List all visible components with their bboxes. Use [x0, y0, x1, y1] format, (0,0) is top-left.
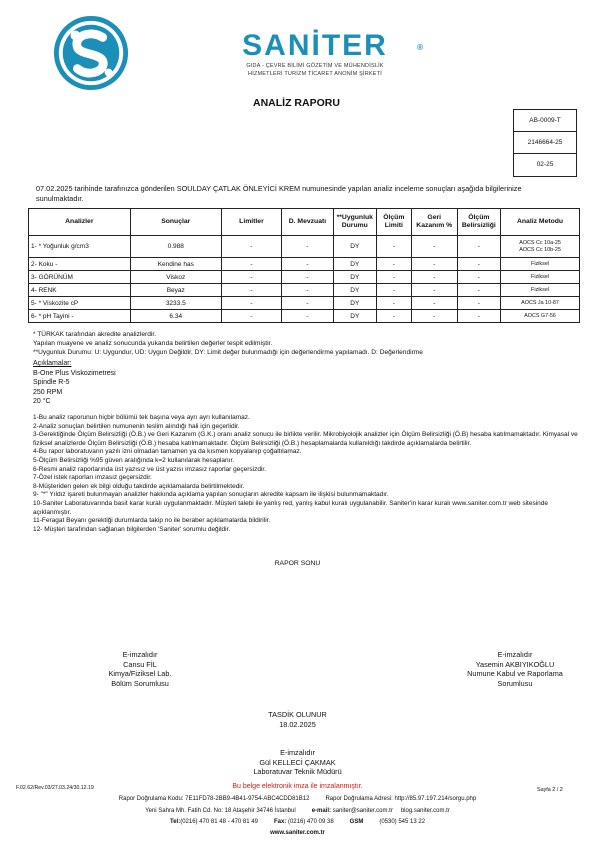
explanation-line: 250 RPM [33, 388, 63, 396]
col-header: Sonuçlar [130, 209, 221, 236]
cell-regulation: - [282, 236, 334, 258]
rule-item: 6-Resmi analiz raporlarında üst yazısız ve üst yazısı imzasız raporlar geçersizdir. [33, 465, 267, 473]
approval-date: 18.02.2025 [279, 719, 316, 729]
cell-method [501, 236, 580, 258]
brand-line-1: GIDA - ÇEVRE BİLİMİ GÖZETİM VE MÜHENDİSLİK [246, 63, 384, 69]
cell-result: Viskoz [130, 271, 221, 284]
explanation-line: Spindle R-5 [33, 379, 70, 386]
method-line: AOCS Cc 10b-25 [519, 246, 561, 253]
brand-name: SANİTER ® [242, 29, 423, 62]
cell-analysis: 6- * pH Tayini - [29, 310, 131, 323]
col-header: Geri Kazanım % [411, 209, 457, 236]
address-line [0, 808, 595, 814]
sig-name: Cansu FİL [123, 659, 157, 669]
signature-right [430, 650, 595, 688]
cell-conformity: DY [333, 297, 376, 310]
verification-line [0, 796, 595, 802]
brand-line-2: HİZMETLERİ TURİZM TİCARET ANONİM ŞİRKETİ [248, 71, 382, 77]
reference-box [513, 109, 577, 177]
cell-result: Beyaz [130, 284, 221, 297]
explanations [33, 359, 116, 407]
cell-result: Kendine has [130, 258, 221, 271]
cell-regulation: - [282, 284, 334, 297]
report-rules [33, 414, 578, 534]
sig-status: E-imzalıdır [122, 650, 158, 659]
cell-measurement-limit: - [376, 284, 411, 297]
rule-item: 11-Feragat Beyanı gerektiği durumlarda takip no ile beraber açıklamalarda bildirilir. [33, 517, 271, 525]
tel-number: (0216) 470 81 48 - 470 81 49 [180, 819, 258, 825]
cell-uncertainty: - [457, 271, 501, 284]
rule-item: 1-Bu analiz raporunun hiçbir bölümü tek başına veya ayrı ayrı kullanılamaz. [33, 414, 250, 421]
col-header: D. Mevzuatı [282, 209, 334, 236]
cell-measurement-limit: - [376, 258, 411, 271]
cell-measurement-limit: - [376, 271, 411, 284]
email-label: e-mail: [311, 808, 332, 814]
cell-recovery: - [411, 236, 457, 258]
note-line: Yapılan muayene ve analiz sonucunda yukarıda belirtilen değerler tespit edilmiştir. [33, 340, 273, 347]
cell-method: Fiziksel [501, 284, 580, 297]
sig-role: Sorumlusu [497, 678, 533, 688]
blog-link[interactable]: blog.saniter.com.tr [400, 808, 450, 814]
cell-recovery: - [411, 297, 457, 310]
signature-left [60, 650, 220, 688]
method-line: AOCS Cc 10a-25 [519, 239, 561, 246]
cell-limit: - [221, 297, 281, 310]
e-signature-notice: Bu belge elektronik imza ile imzalanmıştır. [232, 783, 363, 790]
cell-result: 6.34 [130, 310, 221, 323]
table-row [29, 310, 580, 323]
cell-analysis: 3- GÖRÜNÜM [29, 271, 131, 284]
col-header: **Uygunluk Durumu [333, 209, 376, 236]
cell-regulation: - [282, 297, 334, 310]
rule-item: 9- "*" Yıldız işareti bulunmayan analizler hakkında açıklama yapılan sonuçların akredite kapsam ile ilişkisi bulunmamaktadır. [33, 491, 389, 499]
cell-recovery: - [411, 284, 457, 297]
sig-role: Bölüm Sorumlusu [111, 678, 169, 688]
results-table [28, 208, 580, 323]
cell-regulation: - [282, 310, 334, 323]
sig-name: Gül KELLECİ ÇAKMAK [259, 757, 336, 767]
col-header: Analiz Metodu [501, 209, 580, 236]
cell-conformity: DY [333, 258, 376, 271]
cell-limit: - [221, 271, 281, 284]
col-header: Analizler [29, 209, 131, 236]
cell-analysis: 5- * Viskozite cP [29, 297, 131, 310]
ref-report-number: 2146664-25 [514, 132, 576, 154]
table-notes [33, 330, 573, 357]
page-number: Sayfa 2 / 2 [537, 787, 563, 793]
saniter-logo-icon [52, 14, 130, 92]
cell-conformity: DY [333, 310, 376, 323]
sig-status: E-imzalıdır [497, 650, 533, 659]
tel-label: Tel: [169, 819, 181, 825]
fax-number: (0216) 470 09 38 [287, 819, 334, 825]
gsm-label: GSM [349, 819, 364, 825]
col-header: Limitler [221, 209, 281, 236]
col-header: Ölçüm Belirsizliği [457, 209, 501, 236]
ref-form-code: AB-0009-T [514, 110, 576, 132]
cell-limit: - [221, 310, 281, 323]
note-line: * TÜRKAK tarafından akredite analizlerdir. [33, 331, 157, 338]
cell-measurement-limit: - [376, 236, 411, 258]
signature-manager [0, 748, 595, 777]
ref-period: 02-25 [536, 161, 554, 168]
email-link[interactable]: saniter@saniter.com.tr [332, 808, 393, 814]
approval-title: TASDİK OLUNUR [268, 710, 327, 719]
explanations-heading: Açıklamalar: [33, 360, 72, 367]
col-header: Ölçüm Limiti [376, 209, 411, 236]
note-line: **Uygunluk Durumu: U: Uygundur, UD: Uygun Değildir, DY: Limit değer bulunmadığı için değerlendirme yapılamadı. D: Değerlendirme [33, 349, 423, 356]
rule-item: 12- Müşteri tarafından sağlanan bilgilerden 'Saniter' sorumlu değildir. [33, 525, 231, 533]
verification-code: Rapor Doğrulama Kodu: 7E11FD78-2BB9-4B41-9754-ABC4CDD81B12 [118, 796, 310, 802]
fax-label: Fax: [273, 819, 287, 825]
table-row [29, 284, 580, 297]
cell-recovery: - [411, 258, 457, 271]
intro-text: 07.02.2025 tarihinde tarafınızca gönderilen SOULDAY ÇATLAK ÖNLEYİCİ KREM numunesinde yapılan analiz inceleme sonuçları aşağıda bilgilerinize sunulmaktadır. [36, 184, 522, 203]
cell-conformity: DY [333, 236, 376, 258]
verification-url[interactable]: Rapor Doğrulama Adresi: http://85.97.197.214/sorgu.php [325, 796, 477, 802]
report-title: ANALİZ RAPORU [253, 97, 340, 109]
contact-line [0, 819, 595, 825]
table-header-row [29, 209, 580, 236]
rule-item: 5-Ölçüm Belirsizliği %95 güven aralığında k=2 kullanılarak hesaplanır. [33, 456, 235, 464]
cell-limit: - [221, 258, 281, 271]
cell-conformity: DY [333, 284, 376, 297]
cell-regulation: - [282, 258, 334, 271]
explanation-line: B-One Plus Viskozimetresi [33, 369, 116, 377]
cell-limit: - [221, 236, 281, 258]
cell-method: AOCS G7-56 [501, 310, 580, 323]
cell-uncertainty: - [457, 258, 501, 271]
cell-measurement-limit: - [376, 297, 411, 310]
cell-analysis: 1- * Yoğunluk g/cm3 [29, 236, 131, 258]
sig-role: Kimya/Fiziksel Lab. [108, 669, 172, 678]
cell-uncertainty: - [457, 236, 501, 258]
letterhead [0, 12, 595, 94]
cell-analysis: 2- Koku - [29, 258, 131, 271]
cell-uncertainty: - [457, 310, 501, 323]
sig-status: E-imzalıdır [280, 748, 315, 757]
gsm-number: (0530) 545 13 22 [379, 819, 426, 825]
rule-item: 3-Gerektiğinde Ölçüm Belirsizliği (Ö.B.) ve Geri Kazanım (G.K.) oranı analiz sonucu ile birlikte verilir. Mikrobiyolojik analizler için Ölçüm Belirsizliği (Ö.B) hesaba katılmamaktadır. Kimyasal ve fiziksel analizlerde Ölçüm Belirsizliği (Ö.B.) hesaba katılmamaktadır. Ölçüm Belirsizliği (Ö.B.) hesaplamalarda kullanıldığı takdirde açıklamalarda belirtilir. [33, 431, 578, 447]
cell-conformity: DY [333, 271, 376, 284]
table-row [29, 258, 580, 271]
cell-method: Fiziksel [501, 271, 580, 284]
address: Yeni Sahra Mh. Fatih Cd. No: 18 Ataşehir 34746 İstanbul [145, 808, 296, 814]
cell-limit: - [221, 284, 281, 297]
explanation-line: 20 °C [33, 398, 51, 405]
cell-regulation: - [282, 271, 334, 284]
rule-item: 8-Müşteriden gelen ek bilgi olduğu takdirde açıklamalarda belirtilmektedir. [33, 482, 245, 490]
table-row [29, 236, 580, 258]
sig-role: Laboratuvar Teknik Müdürü [253, 767, 342, 776]
approval-block [0, 710, 595, 729]
rule-item: 4-Bu rapor laboratuvarın yazılı izni olmadan tamamen ya da kısmen kopyalanıp çoğaltılamaz. [33, 448, 302, 456]
cell-recovery: - [411, 310, 457, 323]
website-link[interactable]: www.saniter.com.tr [270, 830, 325, 836]
cell-method: AOCS Ja 10-87 [501, 297, 580, 310]
cell-result: 3233.5 [130, 297, 221, 310]
cell-recovery: - [411, 271, 457, 284]
cell-method: Fiziksel [501, 258, 580, 271]
sig-role: Numune Kabul ve Raporlama [467, 669, 563, 678]
cell-uncertainty: - [457, 284, 501, 297]
table-row [29, 271, 580, 284]
cell-result: 0.988 [130, 236, 221, 258]
cell-uncertainty: - [457, 297, 501, 310]
cell-measurement-limit: - [376, 310, 411, 323]
sig-name: Yasemin AKBIYIKOĞLU [475, 659, 555, 669]
rule-item: 10-Saniter Laboratuvarında basit karar kuralı uygulanmaktadır. Müşteri talebi ile yanlış red, yanlış kabul kuralı uygulanabilir. Saniter'in karar kuralı www.saniter.com.tr web sitesinde açıklanmıştır. [33, 499, 548, 516]
rule-item: 7-Özel istek raporları imzasız geçersizdir. [33, 474, 152, 482]
rule-item: 2-Analiz sonuçları belirtilen numunenin teslim alındığı hali için geçerlidir. [33, 422, 240, 430]
brand-block [205, 30, 425, 78]
cell-analysis: 4- RENK [29, 284, 131, 297]
form-code: F.02.62/Rev.03/27.03.24/30.12.19 [16, 785, 94, 791]
report-end: RAPOR SONU [274, 560, 321, 567]
table-row [29, 297, 580, 310]
